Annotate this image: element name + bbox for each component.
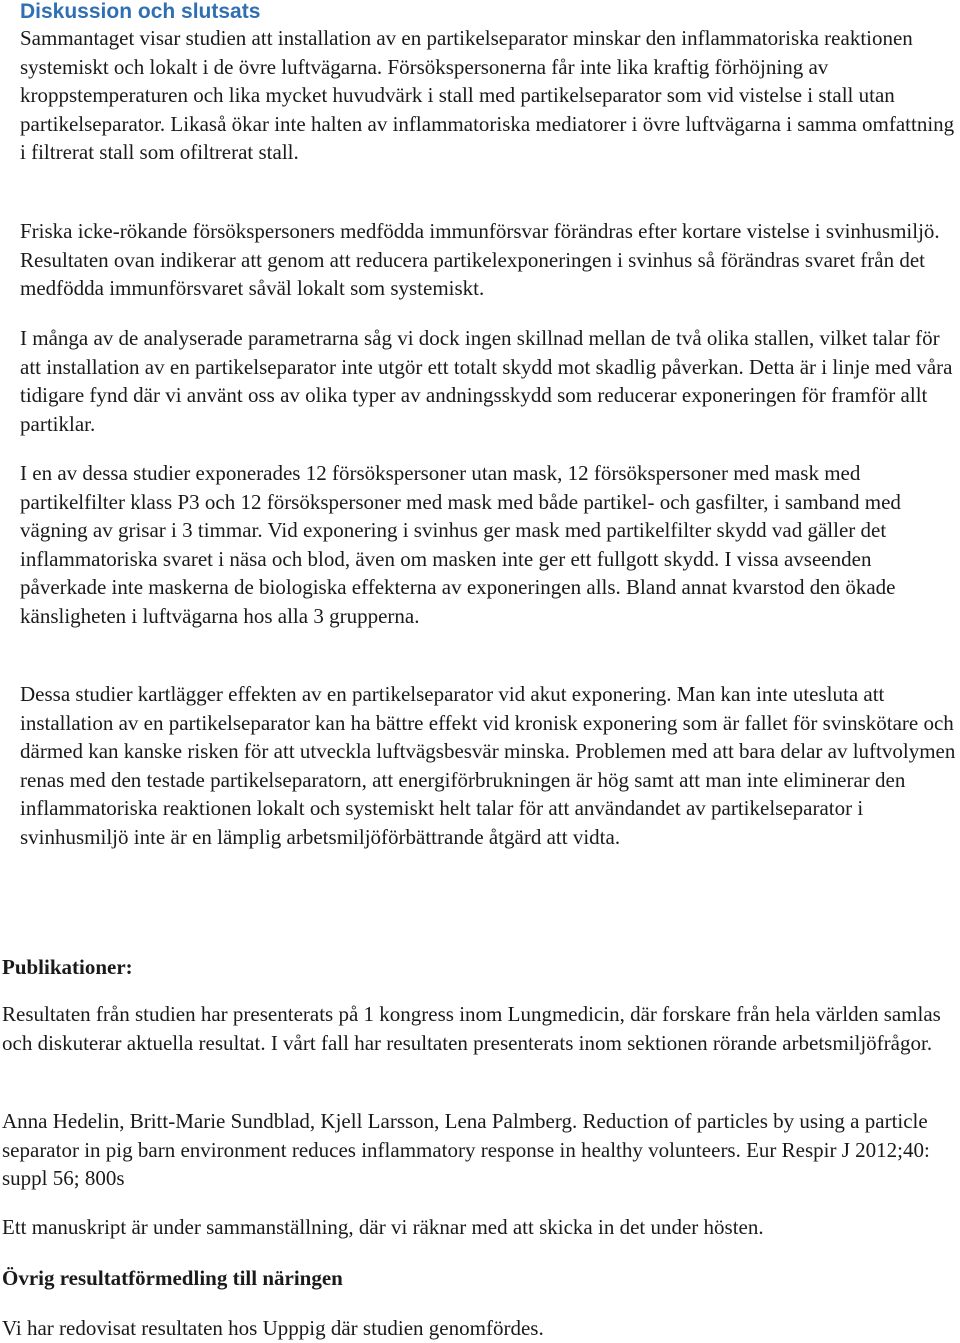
publications-heading: Publikationer:	[2, 955, 133, 979]
discussion-heading: Diskussion och slutsats	[20, 0, 261, 23]
publications-paragraph-3: Ett manuskript är under sammanställning, där vi räknar med att skicka in det under hösten.	[2, 1215, 764, 1239]
discussion-paragraph-4: I en av dessa studier exponerades 12 försökspersoner utan mask, 12 försökspersoner med mask med partikelfilter klass P3 och 12 försökspersoner med mask med både partikel- och gasfilter, i samband med vägning av grisar i 3 timmar. Vid exponering i svinhus ger mask med partikelfilter skydd vad gäller det inflammatoriska svaret i näsa och blod, även om masken inte ger ett fullgott skydd. I vissa avseenden påverkade inte maskerna de biologiska effekterna av exponeringen alls. Bland annat kvarstod den ökade känsligheten i luftvägarna hos alla 3 grupperna.	[20, 461, 901, 628]
discussion-paragraph-2: Friska icke-rökande försökspersoners medfödda immunförsvar förändras efter kortare vistelse i svinhusmiljö. Resultaten ovan indikerar att genom att reducera partikelexponeringen i svinhus så förändras svaret från det medfödda immunförsvaret såväl lokalt som systemiskt.	[20, 219, 940, 301]
discussion-paragraph-1: Sammantaget visar studien att installation av en partikelseparator minskar den inflammatoriska reaktionen systemiskt och lokalt i de övre luftvägarna. Försökspersonerna får inte lika kraftig förhöjning av kroppstemperaturen och lika mycket huvudvärk i stall med partikelseparator som vid vistelse i stall utan partikelseparator. Likaså ökar inte halten av inflammatoriska mediatorer i övre luftvägarna i samma omfattning i filtrerat stall som ofiltrerat stall.	[20, 26, 955, 165]
discussion-paragraph-3: I många av de analyserade parametrarna såg vi dock ingen skillnad mellan de två olika stallen, vilket talar för att installation av en partikelseparator inte utgör ett totalt skydd mot skadlig påverkan. Detta är i linje med våra tidigare fynd där vi använt oss av olika typer av andningsskydd som reducerar exponeringen för framför allt partiklar.	[20, 326, 953, 436]
discussion-paragraph-5: Dessa studier kartlägger effekten av en partikelseparator vid akut exponering. Man kan inte utesluta att installation av en partikelseparator kan ha bättre effekt vid kronisk exponering som är fallet för svinskötare och därmed kan kanske risken för att utveckla luftvägsbesvär minska. Problemen med att bara delar av luftvolymen renas med den testade partikelseparatorn, att energiförbrukningen är hög samt att man inte eliminerar den inflammatoriska reaktionen lokalt och systemiskt helt talar för att användandet av partikelseparator i svinhusmiljö inte är en lämplig arbetsmiljöförbättrande åtgärd att vidta.	[20, 682, 956, 849]
dissemination-paragraph: Vi har redovisat resultaten hos Upppig där studien genomfördes.	[2, 1316, 544, 1340]
dissemination-heading: Övrig resultatförmedling till näringen	[2, 1266, 343, 1290]
publications-paragraph-1: Resultaten från studien har presenterats på 1 kongress inom Lungmedicin, där forskare från hela världen samlas och diskuterar aktuella resultat. I vårt fall har resultaten presenterats inom sektionen rörande arbetsmiljöfrågor.	[2, 1002, 941, 1055]
publication-citation: Anna Hedelin, Britt-Marie Sundblad, Kjell Larsson, Lena Palmberg. Reduction of particles by using a particle separator in pig barn environment reduces inflammatory response in healthy volunteers. Eur Respir J 2012;40: suppl 56; 800s	[2, 1109, 930, 1191]
